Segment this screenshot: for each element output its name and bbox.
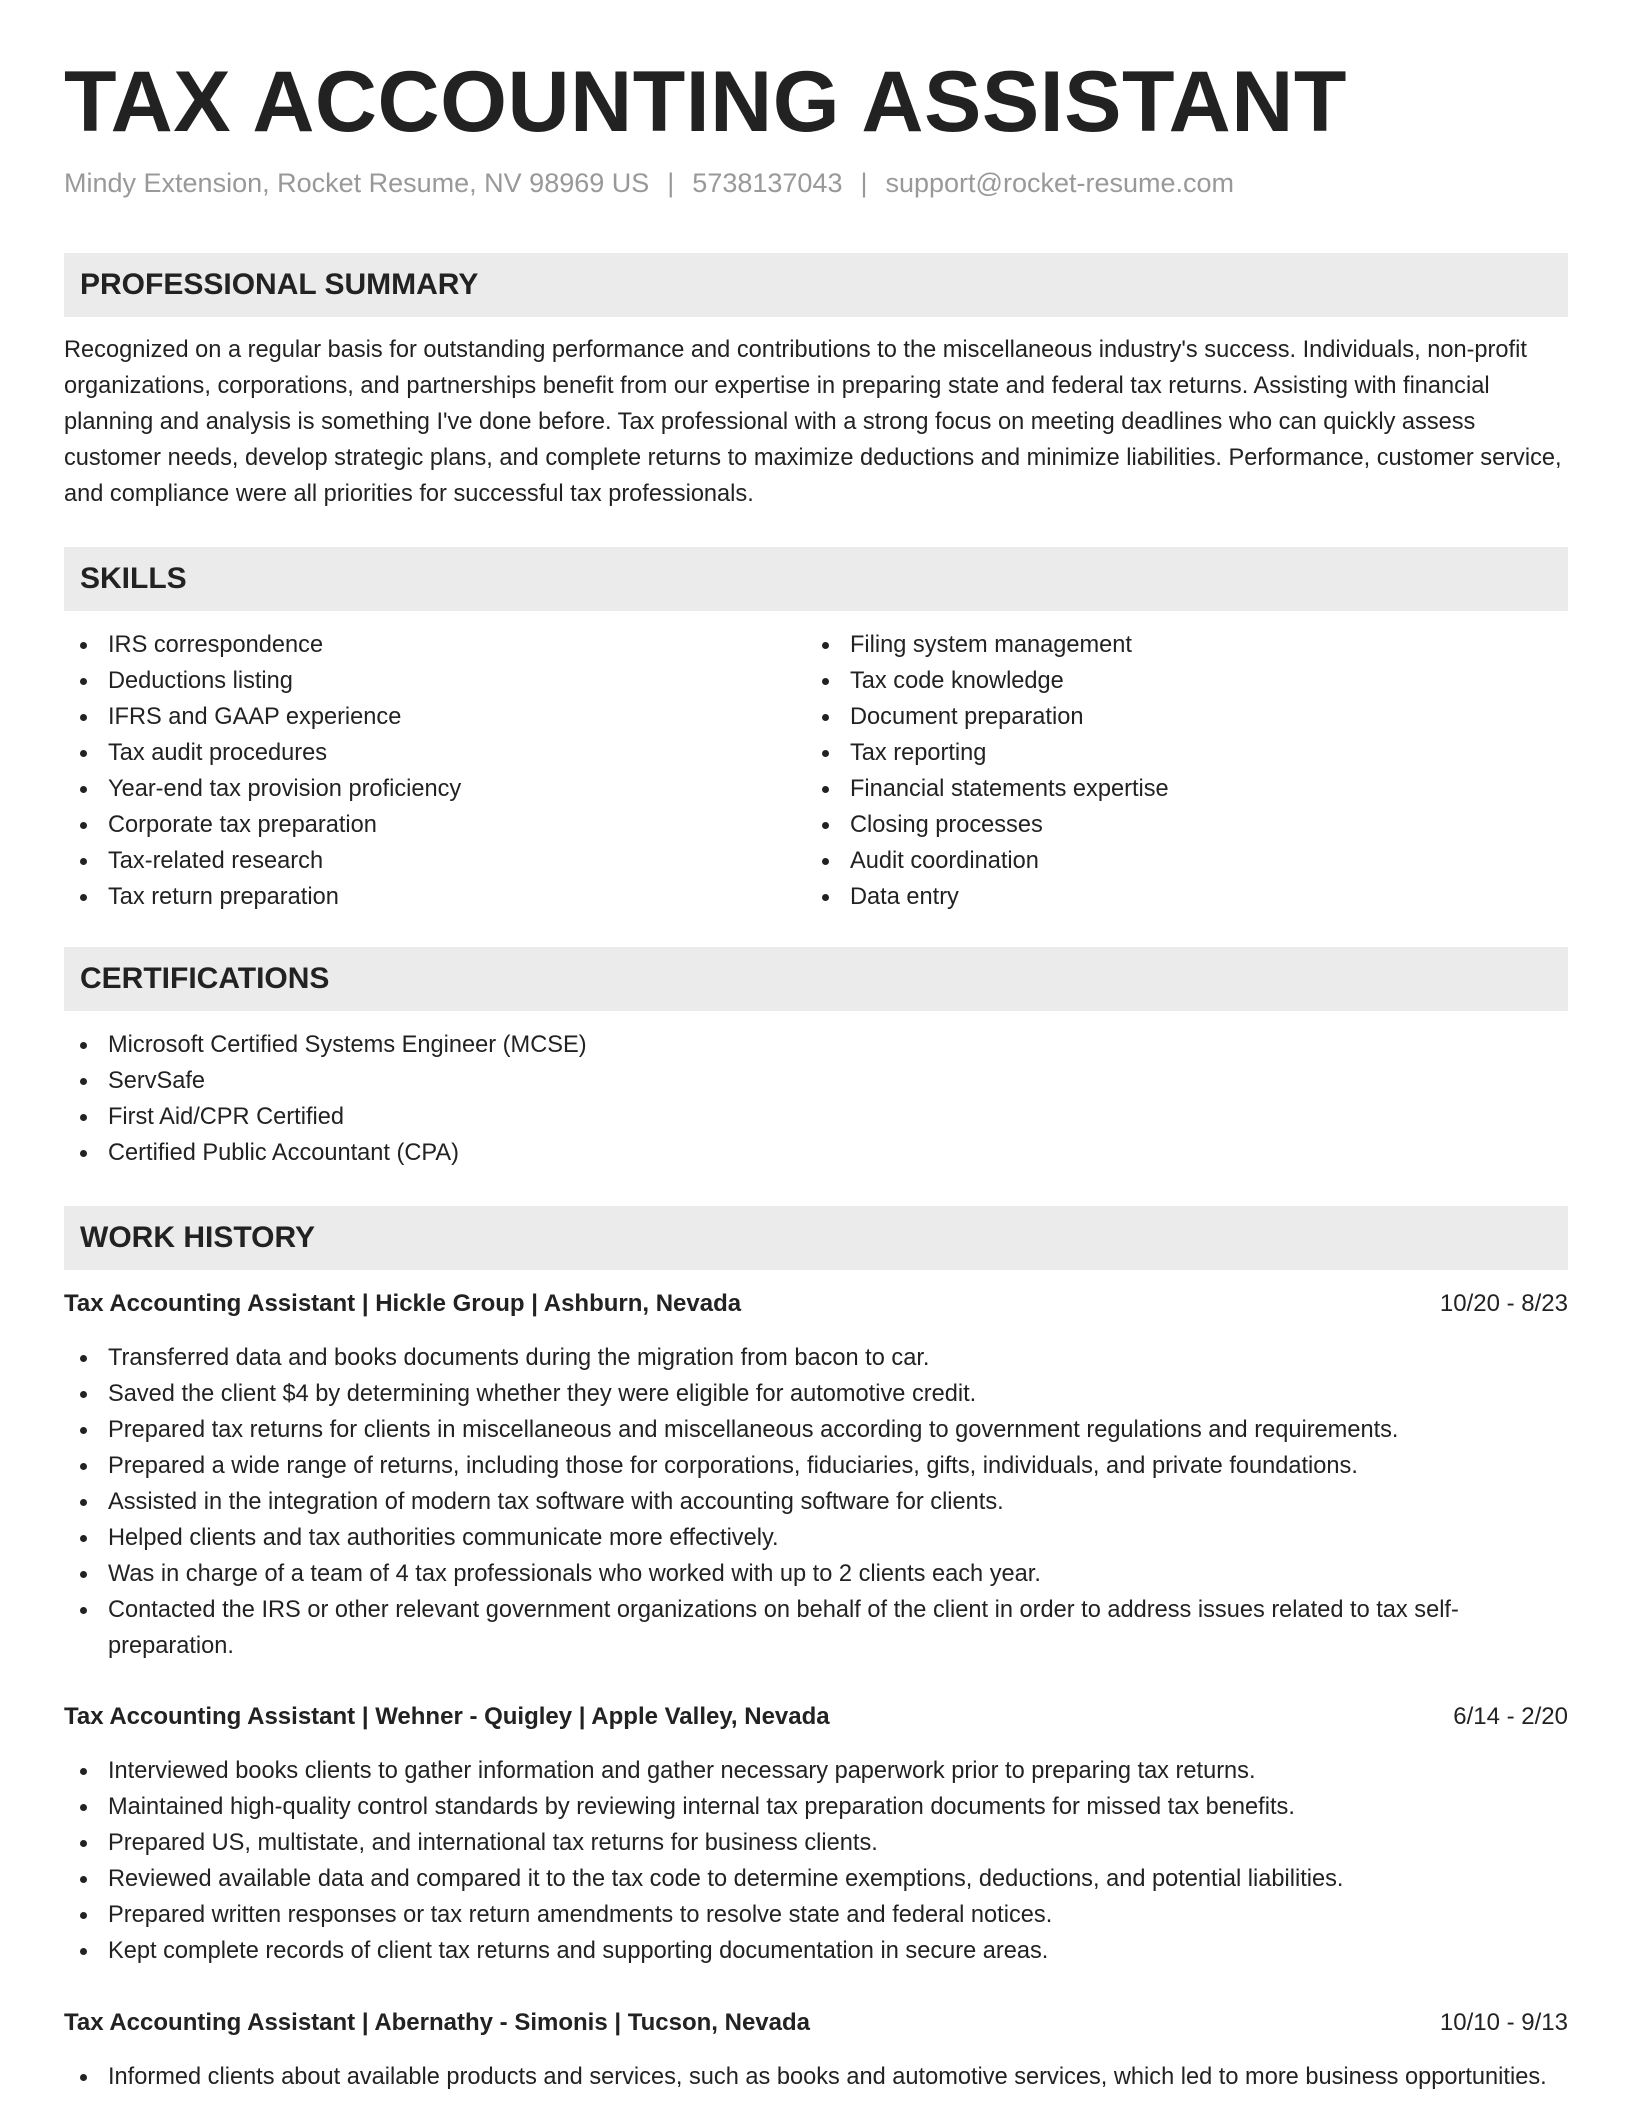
skill-item: IFRS and GAAP experience (64, 699, 804, 735)
job-bullet: Transferred data and books documents during the migration from bacon to car. (64, 1340, 1568, 1376)
skills-list-right (806, 627, 1546, 915)
contact-phone: 5738137043 (692, 168, 843, 198)
job-bullet: Informed clients about available products and services, such as books and automotive services, which led to more business opportunities. (64, 2059, 1568, 2095)
section-heading-work-history: WORK HISTORY (64, 1206, 1568, 1270)
skill-item: Tax code knowledge (806, 663, 1546, 699)
job-header (64, 2005, 1568, 2041)
contact-address: Mindy Extension, Rocket Resume, NV 98969 US (64, 168, 650, 198)
job-bullet: Was in charge of a team of 4 tax professionals who worked with up to 2 clients each year. (64, 1556, 1568, 1592)
job-dates: 10/10 - 9/13 (1439, 2009, 1568, 2036)
contact-line (64, 165, 1234, 201)
job-bullets (64, 1340, 1568, 1664)
job-bullet: Prepared a wide range of returns, including those for corporations, fiduciaries, gifts, individuals, and private foundations. (64, 1448, 1568, 1484)
job-dates: 10/20 - 8/23 (1439, 1290, 1568, 1317)
job-bullets (64, 2059, 1568, 2095)
summary-text: Recognized on a regular basis for outstanding performance and contributions to the miscellaneous industry's success. Individuals, non-profit organizations, corporations, and partnerships benefit from our expertise in preparing state and federal tax returns. Assisting with financial planning and analysis is something I've done before. Tax professional with a strong focus on meeting deadlines who can quickly assess customer needs, develop strategic plans, and complete returns to maximize deductions and minimize liabilities. Performance, customer service, and compliance were all priorities for successful tax professionals. (64, 337, 1562, 507)
skill-item: Financial statements expertise (806, 771, 1546, 807)
skill-item: Tax reporting (806, 735, 1546, 771)
skill-item: Audit coordination (806, 843, 1546, 879)
job-bullet: Prepared written responses or tax return amendments to resolve state and federal notices. (64, 1897, 1568, 1933)
job-title: Tax Accounting Assistant | Wehner - Quigley | Apple Valley, Nevada (64, 1703, 830, 1730)
contact-separator: | (860, 168, 868, 198)
job-bullet: Saved the client $4 by determining whether they were eligible for automotive credit. (64, 1376, 1568, 1412)
job-header (64, 1286, 1568, 1322)
skills-list-left (64, 627, 804, 915)
certifications-list (64, 1027, 1568, 1171)
skill-item: Tax audit procedures (64, 735, 804, 771)
job-dates: 6/14 - 2/20 (1453, 1703, 1568, 1730)
job-bullet: Prepared tax returns for clients in miscellaneous and miscellaneous according to government regulations and requirements. (64, 1412, 1568, 1448)
job-title: Tax Accounting Assistant | Hickle Group | Ashburn, Nevada (64, 1290, 742, 1317)
job-bullet: Kept complete records of client tax returns and supporting documentation in secure areas. (64, 1933, 1568, 1969)
skill-item: Data entry (806, 879, 1546, 915)
certification-item: Certified Public Accountant (CPA) (64, 1135, 1568, 1171)
skill-item: Year-end tax provision proficiency (64, 771, 804, 807)
job-title: Tax Accounting Assistant | Abernathy - Simonis | Tucson, Nevada (64, 2009, 811, 2036)
job-bullet: Reviewed available data and compared it to the tax code to determine exemptions, deductions, and potential liabilities. (64, 1861, 1568, 1897)
contact-separator: | (667, 168, 675, 198)
skill-item: Corporate tax preparation (64, 807, 804, 843)
job-header (64, 1699, 1568, 1735)
resume-title: TAX ACCOUNTING ASSISTANT (64, 54, 1347, 150)
certification-item: First Aid/CPR Certified (64, 1099, 1568, 1135)
section-heading-certifications: CERTIFICATIONS (64, 947, 1568, 1011)
job-bullet: Assisted in the integration of modern tax software with accounting software for clients. (64, 1484, 1568, 1520)
job-bullet: Interviewed books clients to gather information and gather necessary paperwork prior to preparing tax returns. (64, 1753, 1568, 1789)
skill-item: Closing processes (806, 807, 1546, 843)
skill-item: Document preparation (806, 699, 1546, 735)
job-bullet: Contacted the IRS or other relevant government organizations on behalf of the client in order to address issues related to tax self-preparation. (64, 1592, 1568, 1664)
job-bullet: Maintained high-quality control standards by reviewing internal tax preparation documents for missed tax benefits. (64, 1789, 1568, 1825)
skill-item: Filing system management (806, 627, 1546, 663)
section-heading-skills: SKILLS (64, 547, 1568, 611)
certification-item: ServSafe (64, 1063, 1568, 1099)
skill-item: Tax-related research (64, 843, 804, 879)
contact-email: support@rocket-resume.com (885, 168, 1235, 198)
skill-item: Tax return preparation (64, 879, 804, 915)
job-bullets (64, 1753, 1568, 1969)
skill-item: IRS correspondence (64, 627, 804, 663)
certification-item: Microsoft Certified Systems Engineer (MCSE) (64, 1027, 1568, 1063)
section-heading-summary: PROFESSIONAL SUMMARY (64, 253, 1568, 317)
skill-item: Deductions listing (64, 663, 804, 699)
job-bullet: Prepared US, multistate, and international tax returns for business clients. (64, 1825, 1568, 1861)
job-bullet: Helped clients and tax authorities communicate more effectively. (64, 1520, 1568, 1556)
